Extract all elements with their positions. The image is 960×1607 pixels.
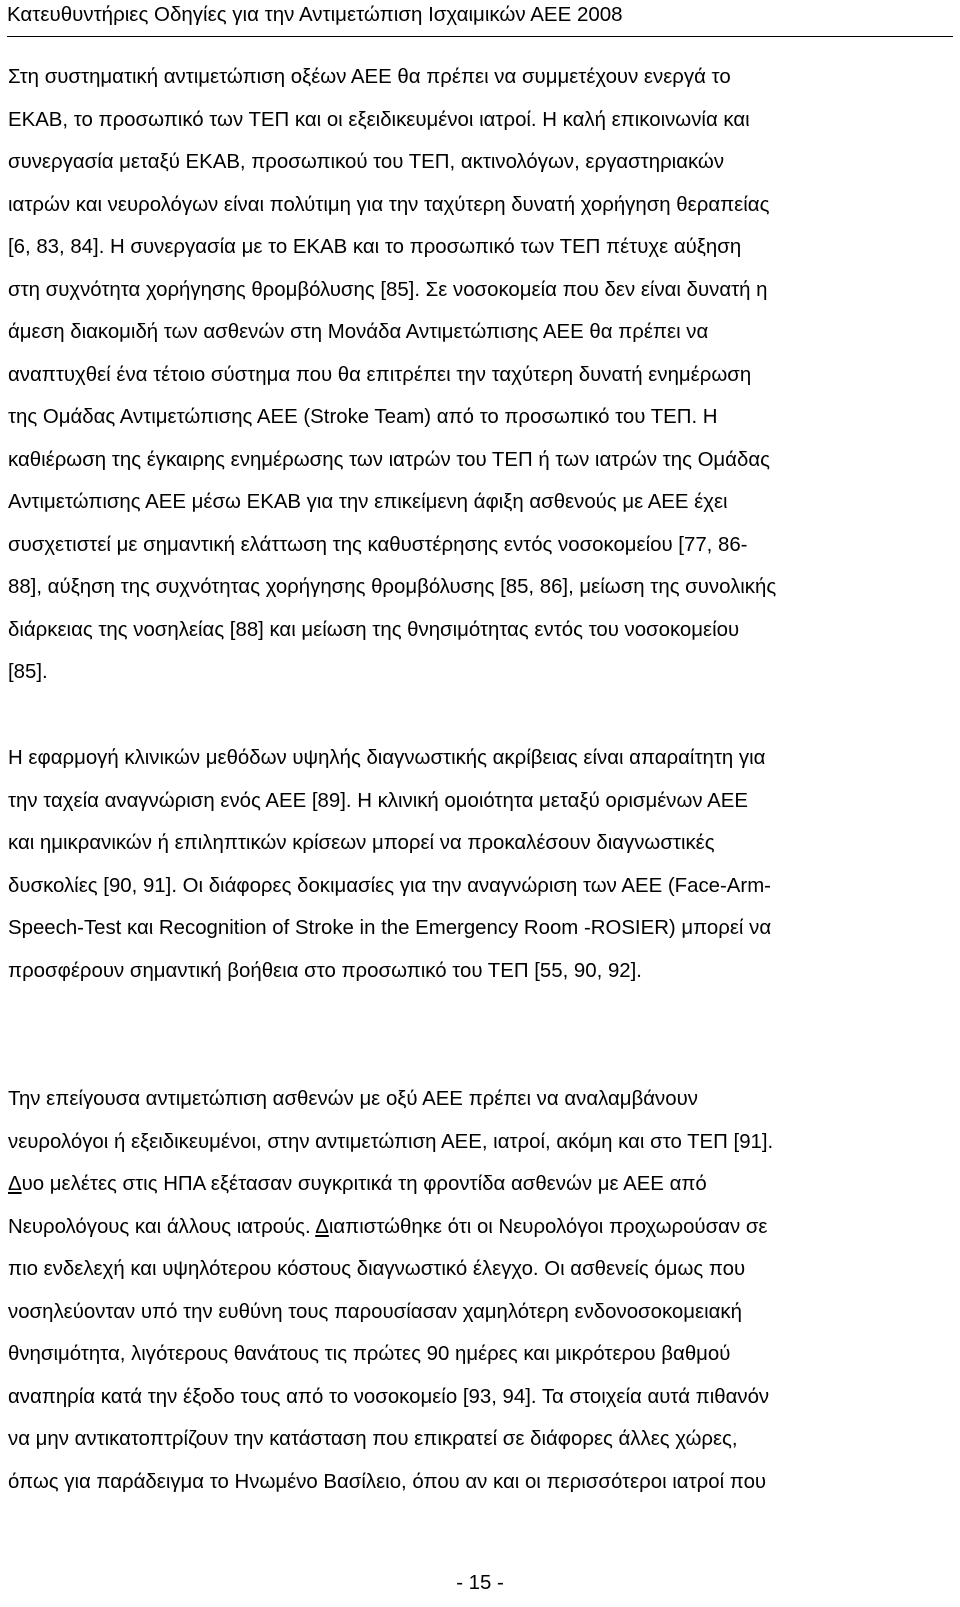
text-line: ΕΚΑΒ, το προσωπικό των ΤΕΠ και οι εξειδικευμένοι ιατροί. Η καλή επικοινωνία και [8,108,750,131]
text-line: πιο ενδελεχή και υψηλότερου κόστους διαγνωστικό έλεγχο. Οι ασθενείς όμως που [8,1258,746,1280]
text-line: την ταχεία αναγνώριση ενός ΑΕΕ [89]. Η κλινική ομοιότητα μεταξύ ορισμένων ΑΕΕ [8,789,748,812]
text-line: και ημικρανικών ή επιληπτικών κρίσεων μπορεί να προκαλέσουν διαγνωστικές [8,832,715,854]
text-line: αναπτυχθεί ένα τέτοιο σύστημα που θα επιτρέπει την ταχύτερη δυνατή ενημέρωση [8,363,752,386]
page-number: - 15 - [456,1572,504,1594]
text-line: να μην αντικατοπτρίζουν την κατάσταση που επικρατεί σε διάφορες άλλες χώρες, [8,1428,738,1450]
text-line: Την επείγουσα αντιμετώπιση ασθενών με οξύ ΑΕΕ πρέπει να αναλαμβάνουν [8,1088,698,1110]
text-line: νευρολόγοι ή εξειδικευμένοι, στην αντιμετώπιση ΑΕΕ, ιατροί, ακόμη και στο ΤΕΠ [91]. [8,1130,774,1153]
text-line: Speech-Test και Recognition of Stroke in the Emergency Room -ROSIER) μπορεί να [8,917,772,939]
text-line: προσφέρουν σημαντική βοήθεια στο προσωπικό του ΤΕΠ [55, 90, 92]. [8,959,642,982]
text-line: Η εφαρμογή κλινικών μεθόδων υψηλής διαγνωστικής ακρίβειας είναι απαραίτητη για [8,747,766,769]
text-segment: ιαπιστώθηκε ότι οι Νευρολόγοι προχωρούσαν σε [328,1215,768,1238]
text-line: αναπηρία κατά την έξοδο τους από το νοσοκομείο [93, 94]. Τα στοιχεία αυτά πιθανόν [8,1385,770,1408]
paragraph-2 [8,737,952,992]
text-line: όπως για παράδειγμα το Ηνωμένο Βασίλειο, όπου αν και οι περισσότεροι ιατροί που [8,1470,767,1493]
text-line [8,1163,952,1206]
text-line: Αντιμετώπισης ΑΕΕ μέσω ΕΚΑΒ για την επικείμενη άφιξη ασθενούς με ΑΕΕ έχει [8,491,728,513]
underlined-letter: Δ [8,1173,22,1195]
text-line: καθιέρωση της έγκαιρης ενημέρωσης των ιατρών του ΤΕΠ ή των ιατρών της Ομάδας [8,448,770,471]
text-segment: Νευρολόγους και άλλους ιατρούς. [8,1215,316,1238]
text-line: ιατρών και νευρολόγων είναι πολύτιμη για την ταχύτερη δυνατή χορήγηση θεραπείας [8,193,770,216]
text-line: Στη συστηματική αντιμετώπιση οξέων ΑΕΕ θα πρέπει να συμμετέχουν ενεργά το [8,66,731,88]
text-line: 88], αύξηση της συχνότητας χορήγησης θρομβόλυσης [85, 86], μείωση της συνολικής [8,576,777,598]
text-line: δυσκολίες [90, 91]. Οι διάφορες δοκιμασίες για την αναγνώριση των ΑΕΕ (Face-Arm- [8,874,771,897]
text-line: θνησιμότητα, λιγότερους θανάτους τις πρώτες 90 ημέρες και μικρότερου βαθμού [8,1343,731,1365]
document-title: Κατευθυντήριες Οδηγίες για την Αντιμετώπιση Ισχαιμικών ΑΕΕ 2008 [7,3,623,26]
text-line [8,1206,952,1249]
paragraph-1 [8,56,952,694]
text-line: συνεργασία μεταξύ ΕΚΑΒ, προσωπικού του ΤΕΠ, ακτινολόγων, εργαστηριακών [8,151,725,173]
text-line: στη συχνότητα χορήγησης θρομβόλυσης [85]. Σε νοσοκομεία που δεν είναι δυνατή η [8,278,768,301]
text-line: [6, 83, 84]. Η συνεργασία με το ΕΚΑΒ και το προσωπικό των ΤΕΠ πέτυχε αύξηση [8,236,742,258]
text-line: συσχετιστεί με σημαντική ελάττωση της καθυστέρησης εντός νοσοκομείου [77, 86- [8,533,748,556]
underlined-letter: Δ [315,1215,329,1238]
page-header [7,0,953,37]
text-line: της Ομάδας Αντιμετώπισης ΑΕΕ (Stroke Team) από το προσωπικό του ΤΕΠ. Η [8,406,718,428]
text-line: διάρκειας της νοσηλείας [88] και μείωση της θνησιμότητας εντός του νοσοκομείου [8,618,740,641]
text-line: άμεση διακομιδή των ασθενών στη Μονάδα Αντιμετώπισης ΑΕΕ θα πρέπει να [8,321,709,343]
paragraph-3 [8,1078,952,1503]
text-line: [85]. [8,661,48,683]
text-line: νοσηλεύονταν υπό την ευθύνη τους παρουσίασαν χαμηλότερη ενδονοσοκομειακή [8,1300,742,1323]
text-segment: υο μελέτες στις ΗΠΑ εξέτασαν συγκριτικά τη φροντίδα ασθενών με ΑΕΕ από [21,1173,707,1195]
